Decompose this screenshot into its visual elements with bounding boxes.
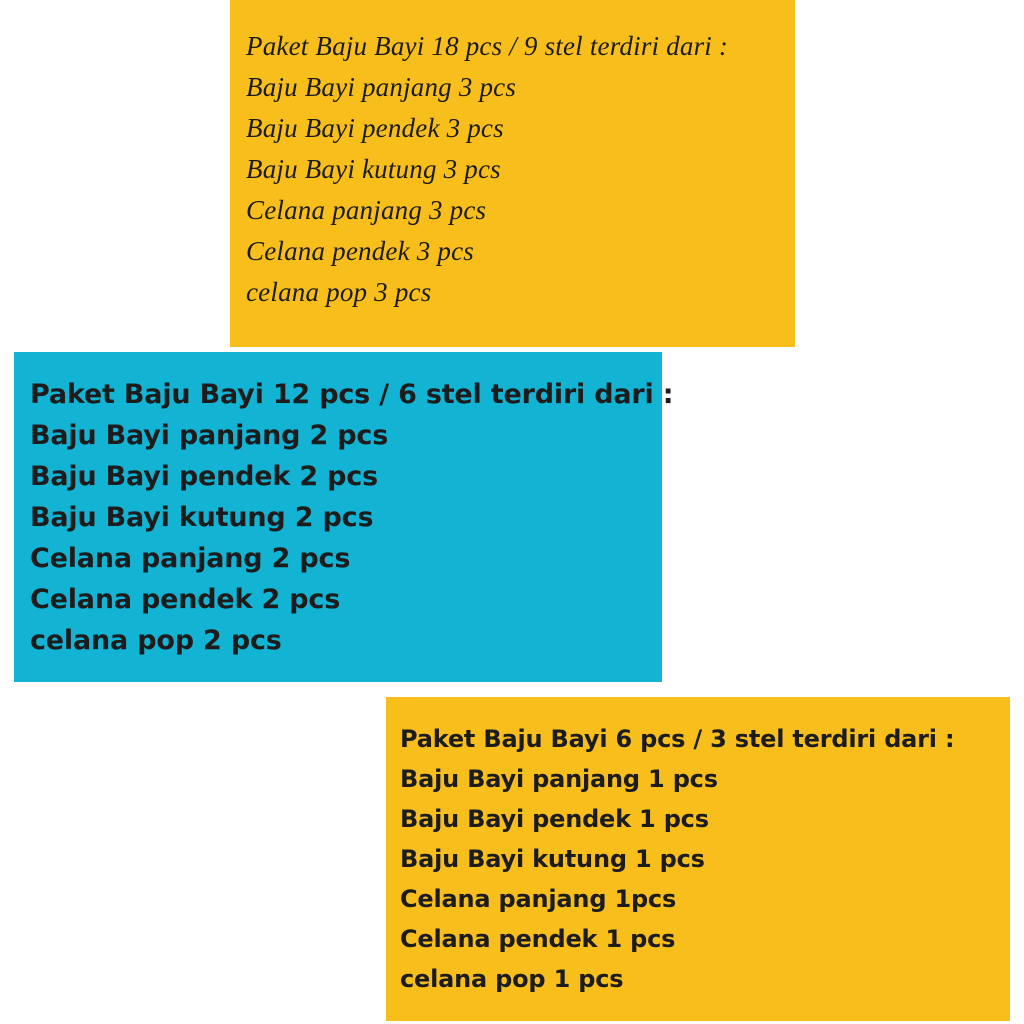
package-item: Baju Bayi pendek 3 pcs [246,113,504,143]
package-item: Celana pendek 3 pcs [246,236,474,266]
package-title: Paket Baju Bayi 12 pcs / 6 stel terdiri dari : [30,379,674,410]
package-item: Baju Bayi pendek 2 pcs [30,461,378,492]
package-item: Celana panjang 1pcs [400,885,677,913]
package-item: Baju Bayi panjang 1 pcs [400,765,718,793]
package-item: Celana pendek 2 pcs [30,584,341,615]
package-title: Paket Baju Bayi 6 pcs / 3 stel terdiri dari : [400,725,955,753]
package-card-12-pcs [14,352,674,682]
package-item: celana pop 1 pcs [400,965,624,993]
package-item: Celana panjang 3 pcs [246,195,487,225]
package-item: Baju Bayi kutung 2 pcs [30,502,374,533]
package-item: Baju Bayi kutung 1 pcs [400,845,705,873]
package-item: celana pop 2 pcs [30,625,282,656]
package-item: Baju Bayi kutung 3 pcs [246,154,501,184]
package-card-18-pcs [230,0,795,347]
package-item: Celana panjang 2 pcs [30,543,351,574]
package-title: Paket Baju Bayi 18 pcs / 9 stel terdiri dari : [246,31,729,61]
package-item: celana pop 3 pcs [246,277,432,307]
package-item: Baju Bayi panjang 3 pcs [246,72,517,102]
package-item: Baju Bayi panjang 2 pcs [30,420,389,451]
package-card-6-pcs [386,697,1010,1021]
package-item: Celana pendek 1 pcs [400,925,676,953]
package-item: Baju Bayi pendek 1 pcs [400,805,709,833]
